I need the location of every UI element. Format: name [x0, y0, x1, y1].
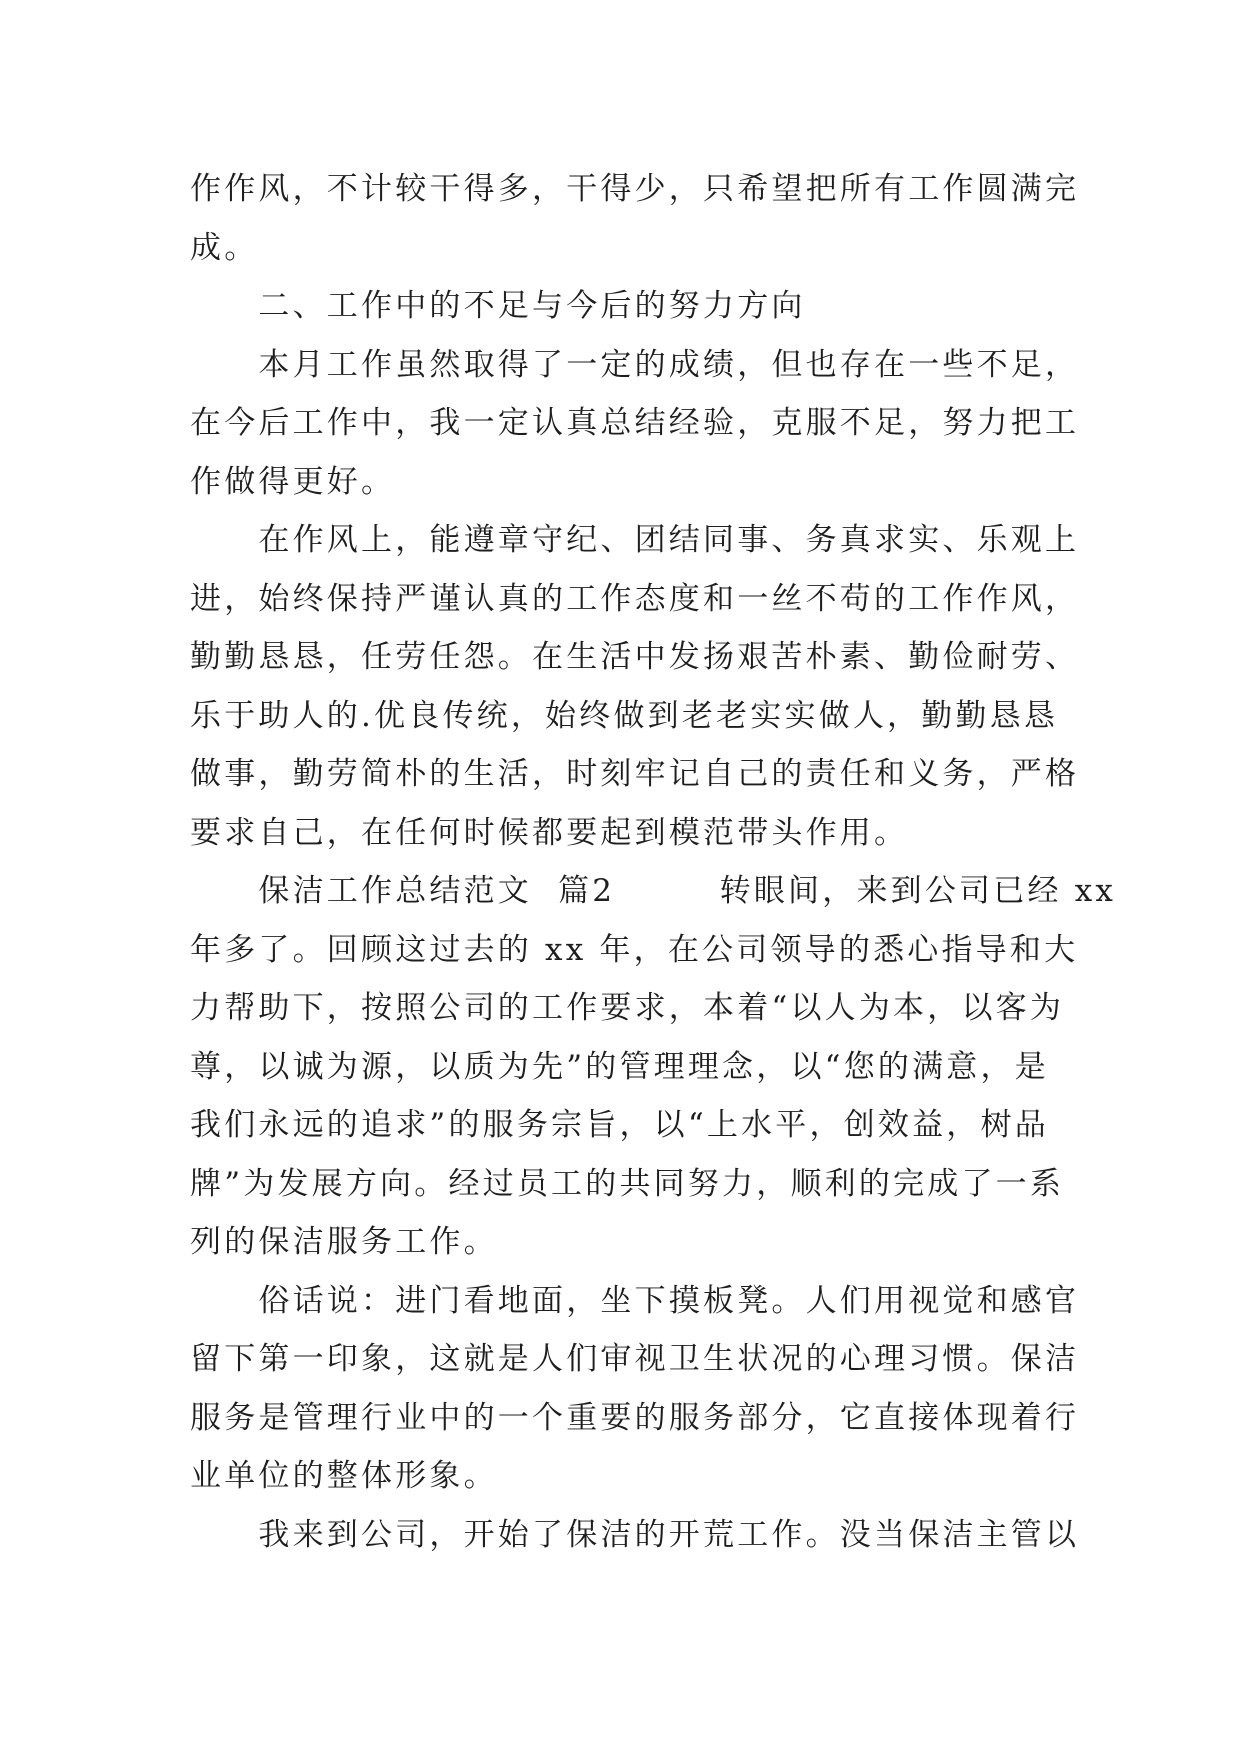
text-line: 作作风，不计较干得多，干得少，只希望把所有工作圆满完: [190, 171, 1080, 207]
text-line: 进，始终保持严谨认真的工作态度和一丝不苟的工作作风，: [190, 580, 1080, 617]
document-body: [190, 160, 1117, 1564]
text-line: 在作风上，能遵章守纪、团结同事、务真求实、乐观上: [190, 522, 1080, 558]
section-heading: 二、工作中的不足与今后的努力方向: [190, 288, 806, 324]
text-line: 我们永远的追求”的服务宗旨，以“上水平，创效益，树品: [190, 1107, 1049, 1143]
text-line: 力帮助下，按照公司的工作要求，本着“以人为本，以客为: [190, 990, 1065, 1026]
text-line: 我来到公司，开始了保洁的开荒工作。没当保洁主管以: [190, 1516, 1080, 1553]
text-line: 业单位的整体形象。: [190, 1458, 498, 1494]
text-line: 列的保洁服务工作。: [190, 1224, 498, 1260]
text-line: 作做得更好。: [190, 463, 396, 500]
text-line: 做事，勤劳简朴的生活，时刻牢记自己的责任和义务，严格: [190, 756, 1080, 792]
text-line: 年多了。回顾这过去的 xx 年，在公司领导的悉心指导和大: [190, 931, 1079, 968]
text-line: 本月工作虽然取得了一定的成绩，但也存在一些不足，: [190, 346, 1080, 383]
text-line: 服务是管理行业中的一个重要的服务部分，它直接体现着行: [190, 1399, 1080, 1436]
text-line: 留下第一印象，这就是人们审视卫生状况的心理习惯。保洁: [190, 1341, 1080, 1377]
text-line: 乐于助人的.优良传统，始终做到老老实实做人，勤勤恳恳: [190, 697, 1059, 734]
text-line: 要求自己，在任何时候都要起到模范带头作用。: [190, 814, 909, 851]
text-line: 牌”为发展方向。经过员工的共同努力，顺利的完成了一系: [190, 1165, 1065, 1202]
text-line: 尊，以诚为源，以质为先”的管理理念，以“您的满意，是: [190, 1048, 1049, 1085]
text-line: 勤勤恳恳，任劳任怨。在生活中发扬艰苦朴素、勤俭耐劳、: [190, 639, 1080, 675]
text-line: 俗话说：进门看地面，坐下摸板凳。人们用视觉和感官: [190, 1282, 1080, 1319]
article-heading-line: 保洁工作总结范文 篇2 转眼间，来到公司已经 xx: [190, 873, 1117, 909]
text-line: 成。: [190, 229, 259, 266]
text-line: 在今后工作中，我一定认真总结经验，克服不足，努力把工: [190, 405, 1080, 441]
